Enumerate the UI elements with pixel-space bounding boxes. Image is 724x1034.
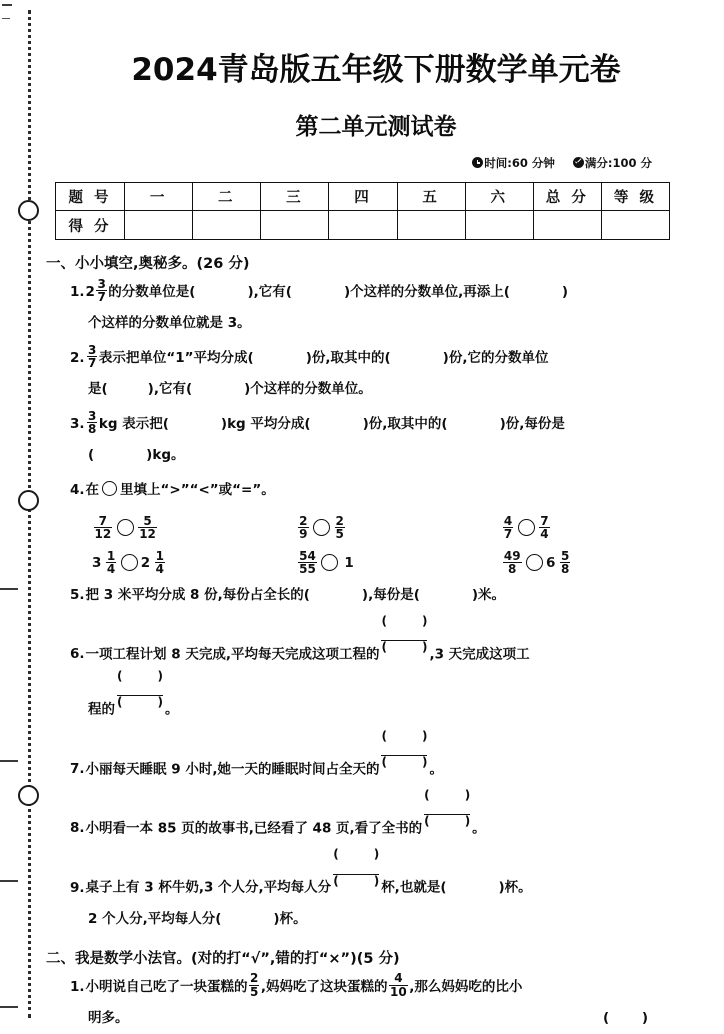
page-edge-mark xyxy=(0,880,18,882)
total-score-label: 满分:100 分 xyxy=(584,156,652,170)
question-text: )份,取其中的( xyxy=(305,350,391,366)
comparison-pair xyxy=(501,550,706,576)
answer-blank[interactable] xyxy=(311,409,363,440)
question-text: ,妈妈吃了这块蛋糕的 xyxy=(260,978,388,995)
question-1-1 xyxy=(70,277,706,339)
check-icon xyxy=(573,157,584,168)
binding-dotted-line xyxy=(28,10,31,1018)
question-1-9 xyxy=(70,848,706,934)
question-text: 桌子上有 3 杯牛奶,3 个人分,平均每人分 xyxy=(85,879,332,896)
table-row xyxy=(56,211,670,240)
question-text: 是( xyxy=(88,381,108,397)
score-table-row-label: 题 号 xyxy=(56,183,125,211)
fraction: $\frac{1}{4}$ xyxy=(106,548,116,577)
answer-blank[interactable] xyxy=(94,440,146,471)
page-edge-mark xyxy=(0,588,18,590)
score-table-col-4: 四 xyxy=(329,183,397,211)
question-number: 1. xyxy=(70,284,85,300)
fraction: $\frac{3}{7}$ xyxy=(88,342,97,371)
answer-blank[interactable] xyxy=(310,580,362,611)
time-limit xyxy=(472,155,555,171)
page-subtitle: 第二单元测试卷 xyxy=(295,114,457,140)
exam-page xyxy=(46,0,706,1024)
comparison-row-2 xyxy=(92,550,706,576)
question-1-5 xyxy=(70,580,706,611)
fraction: $\frac{49}{8}$ xyxy=(503,548,521,577)
compare-circle-icon[interactable] xyxy=(321,554,338,571)
section-heading-2: 二、我是数学小法官。(对的打“√”,错的打“×”)(5 分) xyxy=(46,950,400,967)
question-1-6 xyxy=(70,615,706,726)
blank-fraction[interactable]: ( ) ( ) xyxy=(333,848,379,899)
question-text-line2 xyxy=(88,670,706,725)
question-number: 1. xyxy=(70,978,85,995)
answer-blank[interactable] xyxy=(448,409,500,440)
question-text: 程的 xyxy=(88,701,115,718)
compare-circle-icon[interactable] xyxy=(121,554,138,571)
question-number: 9. xyxy=(70,879,85,896)
question-text: 里填上“>”“<”或“=”。 xyxy=(120,482,275,498)
score-cell[interactable] xyxy=(533,211,601,240)
mixed-integer: 3 xyxy=(92,554,102,571)
answer-blank[interactable] xyxy=(254,343,306,374)
score-table-col-3: 三 xyxy=(261,183,329,211)
page-edge-mark xyxy=(2,4,12,6)
question-text: 明多。 xyxy=(88,1009,129,1026)
question-text: )个这样的分数单位,再添上( xyxy=(343,284,510,300)
exam-meta xyxy=(46,155,706,171)
question-text-line2 xyxy=(88,374,706,405)
question-text: )米。 xyxy=(471,586,506,603)
compare-circle-icon[interactable] xyxy=(518,519,535,536)
page-edge-mark xyxy=(0,1006,18,1008)
question-text: 小明说自己吃了一块蛋糕的 xyxy=(85,978,248,995)
answer-blank[interactable] xyxy=(192,374,244,405)
score-cell[interactable] xyxy=(125,211,193,240)
question-text: 在 xyxy=(85,482,100,498)
fraction: $\frac{5}{8}$ xyxy=(560,548,570,577)
mixed-integer: 6 xyxy=(546,554,556,571)
question-text: ),它有( xyxy=(247,284,292,300)
answer-paren[interactable]: ( ) xyxy=(602,1009,662,1026)
question-text: )kg 平均分成( xyxy=(220,416,311,432)
question-text-line2 xyxy=(88,440,706,471)
comparison-pair xyxy=(297,550,502,576)
fraction: $\frac{2}{9}$ xyxy=(299,514,308,542)
blank-fraction[interactable]: ( ) ( ) xyxy=(117,670,163,721)
question-text: 。 xyxy=(429,761,443,778)
compare-circle-icon[interactable] xyxy=(102,481,117,496)
score-table-col-total: 总 分 xyxy=(533,183,601,211)
answer-blank[interactable] xyxy=(447,873,499,904)
compare-circle-icon[interactable] xyxy=(313,519,330,536)
question-text: 。 xyxy=(165,701,179,718)
question-text: 小明看一本 85 页的故事书,已经看了 48 页,看了全书的 xyxy=(85,820,423,837)
score-cell[interactable] xyxy=(601,211,669,240)
score-table-col-2: 二 xyxy=(193,183,261,211)
answer-blank[interactable] xyxy=(169,409,221,440)
answer-blank[interactable] xyxy=(391,343,443,374)
blank-fraction[interactable]: ( ) ( ) xyxy=(381,615,427,666)
question-text: )份,它的分数单位 xyxy=(442,350,549,366)
question-text: ( xyxy=(88,447,95,463)
question-text: 的分数单位是( xyxy=(108,284,196,300)
fraction: $\frac{54}{55}$ xyxy=(299,548,316,577)
mixed-number: 2 $\frac{3}{7}$ xyxy=(85,276,106,305)
question-number: 2. xyxy=(70,350,85,366)
question-text: kg 表示把( xyxy=(98,416,169,432)
question-text: )个这样的分数单位。 xyxy=(244,381,372,397)
fraction: $\frac{3}{7}$ xyxy=(97,276,106,305)
answer-blank[interactable] xyxy=(221,904,273,935)
table-row xyxy=(56,183,670,211)
question-text: ),它有( xyxy=(147,381,193,397)
question-number: 5. xyxy=(70,586,85,603)
question-text: ,3 天完成这项工 xyxy=(429,646,530,663)
blank-fraction[interactable]: ( ) ( ) xyxy=(381,730,427,781)
comparison-row-1 xyxy=(92,515,706,541)
mixed-integer: 2 xyxy=(140,554,151,571)
score-table-col-grade: 等 级 xyxy=(601,183,669,211)
comparison-pair xyxy=(92,550,297,576)
question-1-4 xyxy=(70,475,706,506)
fraction: $\frac{7}{4}$ xyxy=(540,514,549,542)
question-number: 3. xyxy=(70,416,85,432)
score-table-col-5: 五 xyxy=(397,183,465,211)
fraction: $\frac{2}{5}$ xyxy=(250,971,259,999)
question-2-1 xyxy=(70,972,706,1034)
page-title: 2024青岛版五年级下册数学单元卷 xyxy=(131,52,621,88)
question-text: 表示把单位“1”平均分成( xyxy=(98,350,254,366)
question-text: 小丽每天睡眠 9 小时,她一天的睡眠时间占全天的 xyxy=(85,761,380,778)
score-table-row-label: 得 分 xyxy=(56,211,125,240)
score-cell[interactable] xyxy=(397,211,465,240)
page-edge-mark xyxy=(2,18,10,19)
question-text: 个这样的分数单位就是 3。 xyxy=(88,315,251,331)
comparison-pair xyxy=(501,515,706,541)
question-1-3 xyxy=(70,409,706,471)
answer-blank[interactable] xyxy=(292,277,344,308)
comparison-pair xyxy=(297,515,502,541)
question-text: )杯。 xyxy=(273,910,307,927)
question-text: 把 3 米平均分成 8 份,每份占全长的( xyxy=(85,586,310,603)
question-text: 。 xyxy=(472,820,486,837)
question-text: ),每份是( xyxy=(361,586,420,603)
comparison-pair xyxy=(92,515,297,541)
score-cell[interactable] xyxy=(329,211,397,240)
question-1-2 xyxy=(70,343,706,405)
question-text: )份,每份是 xyxy=(499,416,565,432)
score-cell[interactable] xyxy=(465,211,533,240)
answer-blank[interactable] xyxy=(108,374,148,405)
integer-value: 1 xyxy=(344,554,354,571)
score-cell[interactable] xyxy=(193,211,261,240)
fraction: $\frac{4}{10}$ xyxy=(390,971,407,999)
question-text: )份,取其中的( xyxy=(362,416,448,432)
answer-blank[interactable] xyxy=(195,277,247,308)
compare-circle-icon[interactable] xyxy=(526,554,543,571)
total-score xyxy=(573,155,652,171)
fraction: $\frac{7}{12}$ xyxy=(94,514,112,542)
fraction: $\frac{4}{7}$ xyxy=(503,514,513,542)
score-table xyxy=(55,182,670,240)
question-text: )杯。 xyxy=(498,879,532,896)
seal-icon xyxy=(18,785,39,806)
seal-icon xyxy=(18,490,39,511)
question-text-line2 xyxy=(88,904,706,935)
page-edge-mark xyxy=(0,760,18,762)
question-number: 7. xyxy=(70,761,85,778)
question-text: 2 个人分,平均每人分( xyxy=(88,910,222,927)
answer-blank[interactable] xyxy=(510,277,562,308)
score-table-col-1: 一 xyxy=(125,183,193,211)
clock-icon xyxy=(472,157,483,168)
fraction: $\frac{1}{4}$ xyxy=(155,548,165,577)
seal-icon xyxy=(18,200,39,221)
score-cell[interactable] xyxy=(261,211,329,240)
question-text: ) xyxy=(561,284,569,300)
section-heading-1: 一、小小填空,奥秘多。(26 分) xyxy=(46,256,250,272)
time-limit-label: 时间:60 分钟 xyxy=(484,156,555,170)
fraction: $\frac{5}{12}$ xyxy=(139,514,156,542)
blank-fraction[interactable]: ( ) ( ) xyxy=(424,789,470,840)
fraction: $\frac{2}{5}$ xyxy=(335,514,344,542)
question-text: 一项工程计划 8 天完成,平均每天完成这项工程的 xyxy=(85,646,380,663)
answer-blank[interactable] xyxy=(420,580,472,611)
question-number: 4. xyxy=(70,482,85,498)
compare-circle-icon[interactable] xyxy=(117,519,134,536)
question-text: ,那么妈妈吃的比小 xyxy=(409,978,523,995)
question-text-line2 xyxy=(88,1003,706,1034)
question-number: 8. xyxy=(70,820,85,837)
question-text: )kg。 xyxy=(146,447,185,463)
question-number: 6. xyxy=(70,646,85,663)
question-text: 杯,也就是( xyxy=(381,879,447,896)
fraction: $\frac{3}{8}$ xyxy=(88,408,97,437)
score-table-col-6: 六 xyxy=(465,183,533,211)
question-1-8 xyxy=(70,789,706,844)
binding-strip xyxy=(22,10,36,1018)
question-1-7 xyxy=(70,730,706,785)
